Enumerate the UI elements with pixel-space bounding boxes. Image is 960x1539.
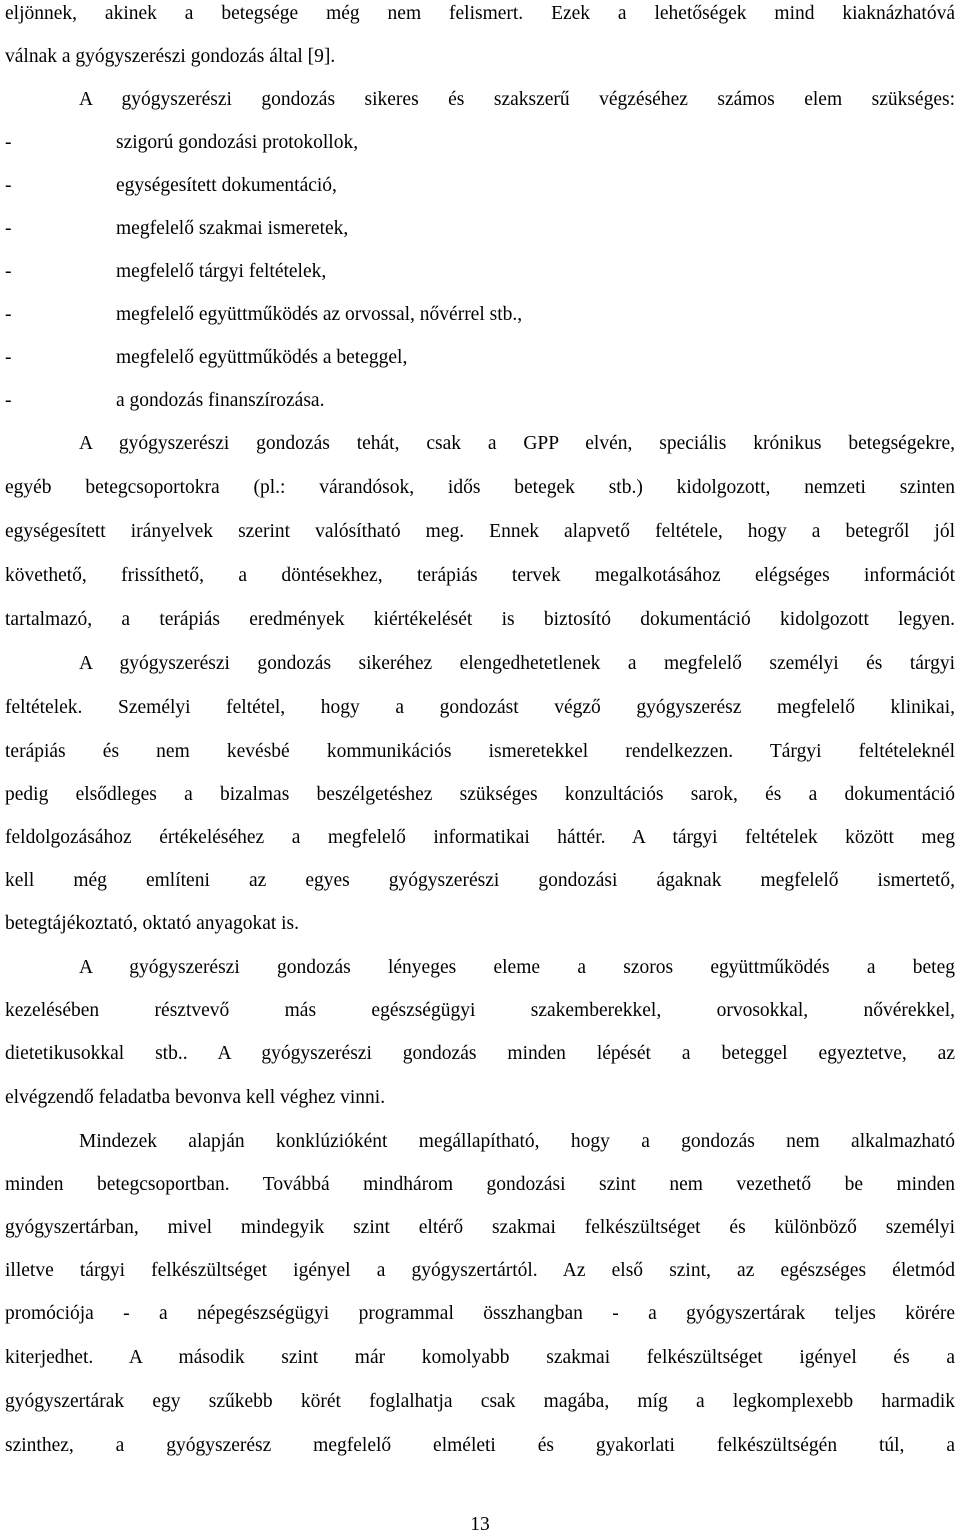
list-dash: - (5, 218, 12, 239)
list-item-text: megfelelő együttműködés az orvossal, nővérrel stb., (116, 304, 523, 325)
text-line: egységesített irányelvek szerint valósítható meg. Ennek alapvető feltétele, hogy a betegről jól (5, 521, 955, 542)
list-dash: - (5, 390, 12, 411)
text-line: illetve tárgyi felkészültséget igényel a gyógyszertártól. Az első szint, az egészséges életmód (5, 1260, 955, 1281)
text-line: kezelésében résztvevő más egészségügyi szakemberekkel, orvosokkal, nővérekkel, (5, 1000, 955, 1021)
page-number: 13 (470, 1514, 490, 1535)
text-line: gyógyszertárak egy szűkebb körét foglalhatja csak magába, míg a legkomplexebb harmadik (5, 1391, 955, 1412)
list-item (5, 215, 705, 243)
text-line: feldolgozásához értékeléséhez a megfelelő informatikai háttér. A tárgyi feltételek között meg (5, 827, 955, 848)
list-item-text: megfelelő szakmai ismeretek, (116, 218, 349, 239)
text-line: eljönnek, akinek a betegsége még nem felismert. Ezek a lehetőségek mind kiaknázhatóvá (5, 3, 955, 24)
list-item-text: megfelelő tárgyi feltételek, (116, 261, 327, 282)
list-dash: - (5, 132, 12, 153)
text-line: gyógyszertárban, mivel mindegyik szint eltérő szakmai felkészültséget és különböző személyi (5, 1217, 955, 1238)
text-line: válnak a gyógyszerészi gondozás által [9]. (5, 46, 336, 67)
text-line: feltételek. Személyi feltétel, hogy a gondozást végző gyógyszerész megfelelő klinikai, (5, 697, 955, 718)
list-item-text: egységesített dokumentáció, (116, 175, 337, 196)
text-line: promóciója - a népegészségügyi programmal összhangban - a gyógyszertárak teljes körére (5, 1303, 955, 1324)
list-dash: - (5, 304, 12, 325)
text-line: elvégzendő feladatba bevonva kell véghez vinni. (5, 1087, 386, 1108)
list-item (5, 258, 705, 286)
list-dash: - (5, 347, 12, 368)
text-line: kiterjedhet. A második szint már komolyabb szakmai felkészültséget igényel és a (5, 1347, 955, 1368)
text-line: követhető, frissíthető, a döntésekhez, terápiás tervek megalkotásához elégséges információt (5, 565, 955, 586)
text-line: pedig elsődleges a bizalmas beszélgetéshez szükséges konzultációs sarok, és a dokumentáció (5, 784, 955, 805)
text-line: betegtájékoztató, oktató anyagokat is. (5, 913, 300, 934)
text-line: A gyógyszerészi gondozás tehát, csak a GPP elvén, speciális krónikus betegségekre, (79, 433, 955, 454)
list-dash: - (5, 261, 12, 282)
text-line: dietetikusokkal stb.. A gyógyszerészi gondozás minden lépését a beteggel egyeztetve, az (5, 1043, 955, 1064)
list-item-text: a gondozás finanszírozása. (116, 390, 325, 411)
list-item (5, 172, 705, 200)
list-item (5, 344, 705, 372)
text-line: tartalmazó, a terápiás eredmények kiértékelését is biztosító dokumentáció kidolgozott legyen. (5, 609, 955, 630)
list-item (5, 387, 705, 415)
list-item-text: szigorú gondozási protokollok, (116, 132, 359, 153)
text-line: Mindezek alapján konklúzióként megállapítható, hogy a gondozás nem alkalmazható (79, 1131, 955, 1152)
list-item (5, 301, 705, 329)
text-line: A gyógyszerészi gondozás sikeréhez elengedhetetlenek a megfelelő személyi és tárgyi (79, 653, 955, 674)
list-item (5, 129, 705, 157)
text-line: terápiás és nem kevésbé kommunikációs ismeretekkel rendelkezzen. Tárgyi feltételeknél (5, 741, 955, 762)
text-line: szinthez, a gyógyszerész megfelelő elméleti és gyakorlati felkészültségén túl, a (5, 1435, 955, 1456)
text-line: egyéb betegcsoportokra (pl.: várandósok, idős betegek stb.) kidolgozott, nemzeti szinten (5, 477, 955, 498)
list-dash: - (5, 175, 12, 196)
text-line: A gyógyszerészi gondozás lényeges eleme a szoros együttműködés a beteg (79, 957, 955, 978)
text-line: kell még említeni az egyes gyógyszerészi gondozási ágaknak megfelelő ismertető, (5, 870, 955, 891)
text-line: minden betegcsoportban. Továbbá mindhárom gondozási szint nem vezethető be minden (5, 1174, 955, 1195)
list-item-text: megfelelő együttműködés a beteggel, (116, 347, 408, 368)
text-line: A gyógyszerészi gondozás sikeres és szakszerű végzéséhez számos elem szükséges: (79, 89, 955, 110)
